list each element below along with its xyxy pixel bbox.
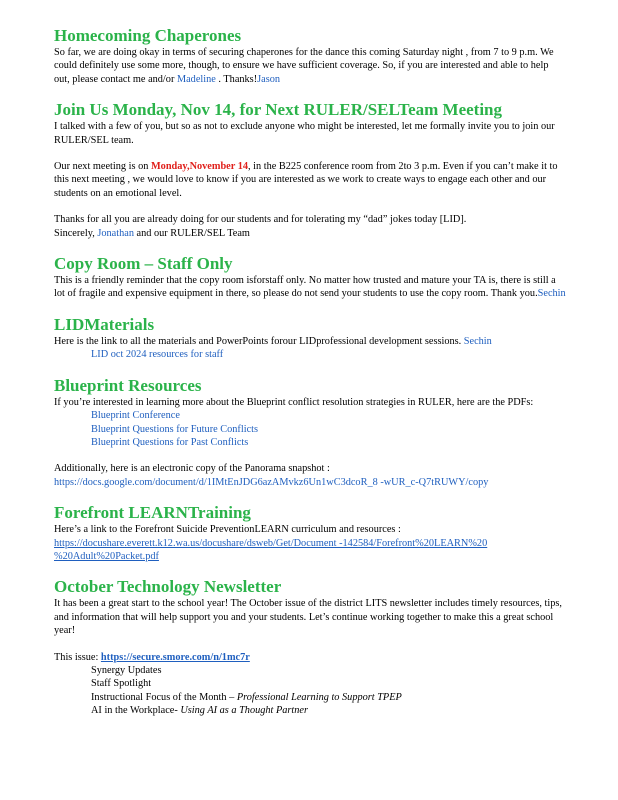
sechin-link[interactable]: Sechin <box>537 288 566 300</box>
blueprint-future-link[interactable]: Blueprint Questions for Future Conflicts <box>91 423 259 435</box>
panorama-intro: Additionally, here is an electronic copy of the Panorama snapshot : <box>54 463 330 475</box>
tech-heading: October Technology Newsletter <box>54 577 282 597</box>
blueprint-conference-link[interactable]: Blueprint Conference <box>91 410 180 422</box>
section-blueprint <box>54 376 566 489</box>
blueprint-past-link[interactable]: Blueprint Questions for Past Conflicts <box>91 436 249 448</box>
blueprint-body: If you’re interested in learning more about the Blueprint conflict resolution strategies in RULER, here are the PDFs: <box>54 396 534 408</box>
copy-room-heading: Copy Room – Staff Only <box>54 254 233 274</box>
tech-body: It has been a great start to the school year! The October issue of the district LITS newsletter includes timely resources, tips, and information that will help support you and your students. Let’s continue working together to make this a great school year! <box>54 598 562 637</box>
list-item: Instructional Focus of the Month – Professional Learning to Support TPEP <box>91 691 402 703</box>
ruler-signoff: Sincerely, Jonathan and our RULER/SEL Team <box>54 227 250 239</box>
lid-heading: LIDMaterials <box>54 314 155 334</box>
blueprint-heading: Blueprint Resources <box>54 375 202 395</box>
newsletter-page <box>54 26 566 732</box>
blueprint-link-line <box>54 436 566 449</box>
panorama-url-line <box>54 476 566 489</box>
smore-link[interactable]: https://secure.smore.com/n/1mc7r <box>100 651 250 663</box>
forefront-url-line <box>54 550 566 563</box>
copy-room-body: This is a friendly reminder that the copy room isforstaff only. No matter how trusted and mature your TA is, there is still a lot of fragile and expensive equipment in there, so please do not send your students to use the copy room. Thank you.Sechin <box>54 275 566 300</box>
meeting-date: Monday,November 14 <box>150 161 249 173</box>
forefront-link-cont[interactable]: %20Adult%20Packet.pdf <box>54 550 159 562</box>
list-item: AI in the Workplace- Using AI as a Thought Partner <box>91 705 309 717</box>
forefront-link[interactable]: https://docushare.everett.k12.wa.us/docushare/dsweb/Get/Document -142584/Forefront%20LEARN%20 <box>54 537 488 549</box>
section-ruler <box>54 100 566 240</box>
homecoming-heading: Homecoming Chaperones <box>54 26 242 45</box>
panorama-link[interactable]: https://docs.google.com/document/d/1IMtEnJDG6azAMvkz6Un1wC3dcoR_8 -wUR_c-Q7tRUWY/copy <box>54 476 489 488</box>
madeline-link[interactable]: Madeline <box>176 73 216 85</box>
section-forefront <box>54 503 566 563</box>
section-tech-newsletter <box>54 577 566 717</box>
ruler-meeting-details: Our next meeting is on Monday,November 14, in the B225 conference room from 2to 3 p.m. Even if you can’t make it to this next meeting , we would love to know if you are interested as we work to create ways to engage each other and our students on an emotional level. <box>54 161 558 199</box>
blueprint-link-line <box>54 423 566 436</box>
forefront-url-line <box>54 537 566 550</box>
list-item: Staff Spotlight <box>91 678 152 690</box>
forefront-heading: Forefront LEARNTraining <box>54 503 251 523</box>
lid-body: Here is the link to all the materials and PowerPoints forour LIDprofessional development sessions. Sechin <box>54 335 492 347</box>
lid-resources-line <box>54 348 566 361</box>
blueprint-link-line <box>54 409 566 422</box>
homecoming-body: So far, we are doing okay in terms of securing chaperones for the dance this coming Saturday night , from 7 to 9 p.m. We could definitely use some more, though, to ensure we have sufficient coverage. So, if you are interested and able to help out, please contact me and/or Madeline . Thanks!Jason <box>54 47 554 85</box>
lid-sechin-link[interactable]: Sechin <box>463 335 492 347</box>
ruler-intro: I talked with a few of you, but so as not to exclude anyone who might be interested, let me formally invite you to join our RULER/SEL team. <box>54 121 555 146</box>
section-homecoming <box>54 26 566 86</box>
tech-issue-line: This issue: https://secure.smore.com/n/1mc7r <box>54 651 250 663</box>
section-copy-room <box>54 254 566 301</box>
forefront-body: Here’s a link to the Forefront Suicide PreventionLEARN curriculum and resources : <box>54 524 401 536</box>
ruler-thanks: Thanks for all you are already doing for our students and for tolerating my “dad” jokes today [LID]. <box>54 214 467 226</box>
section-lid <box>54 315 566 362</box>
lid-resources-link[interactable]: LID oct 2024 resources for staff <box>91 349 224 361</box>
jason-link[interactable]: Jason <box>257 73 281 85</box>
ruler-heading: Join Us Monday, Nov 14, for Next RULER/SELTeam Meeting <box>54 100 503 120</box>
jonathan-link[interactable]: Jonathan <box>97 227 134 239</box>
list-item: Synergy Updates <box>91 664 162 676</box>
